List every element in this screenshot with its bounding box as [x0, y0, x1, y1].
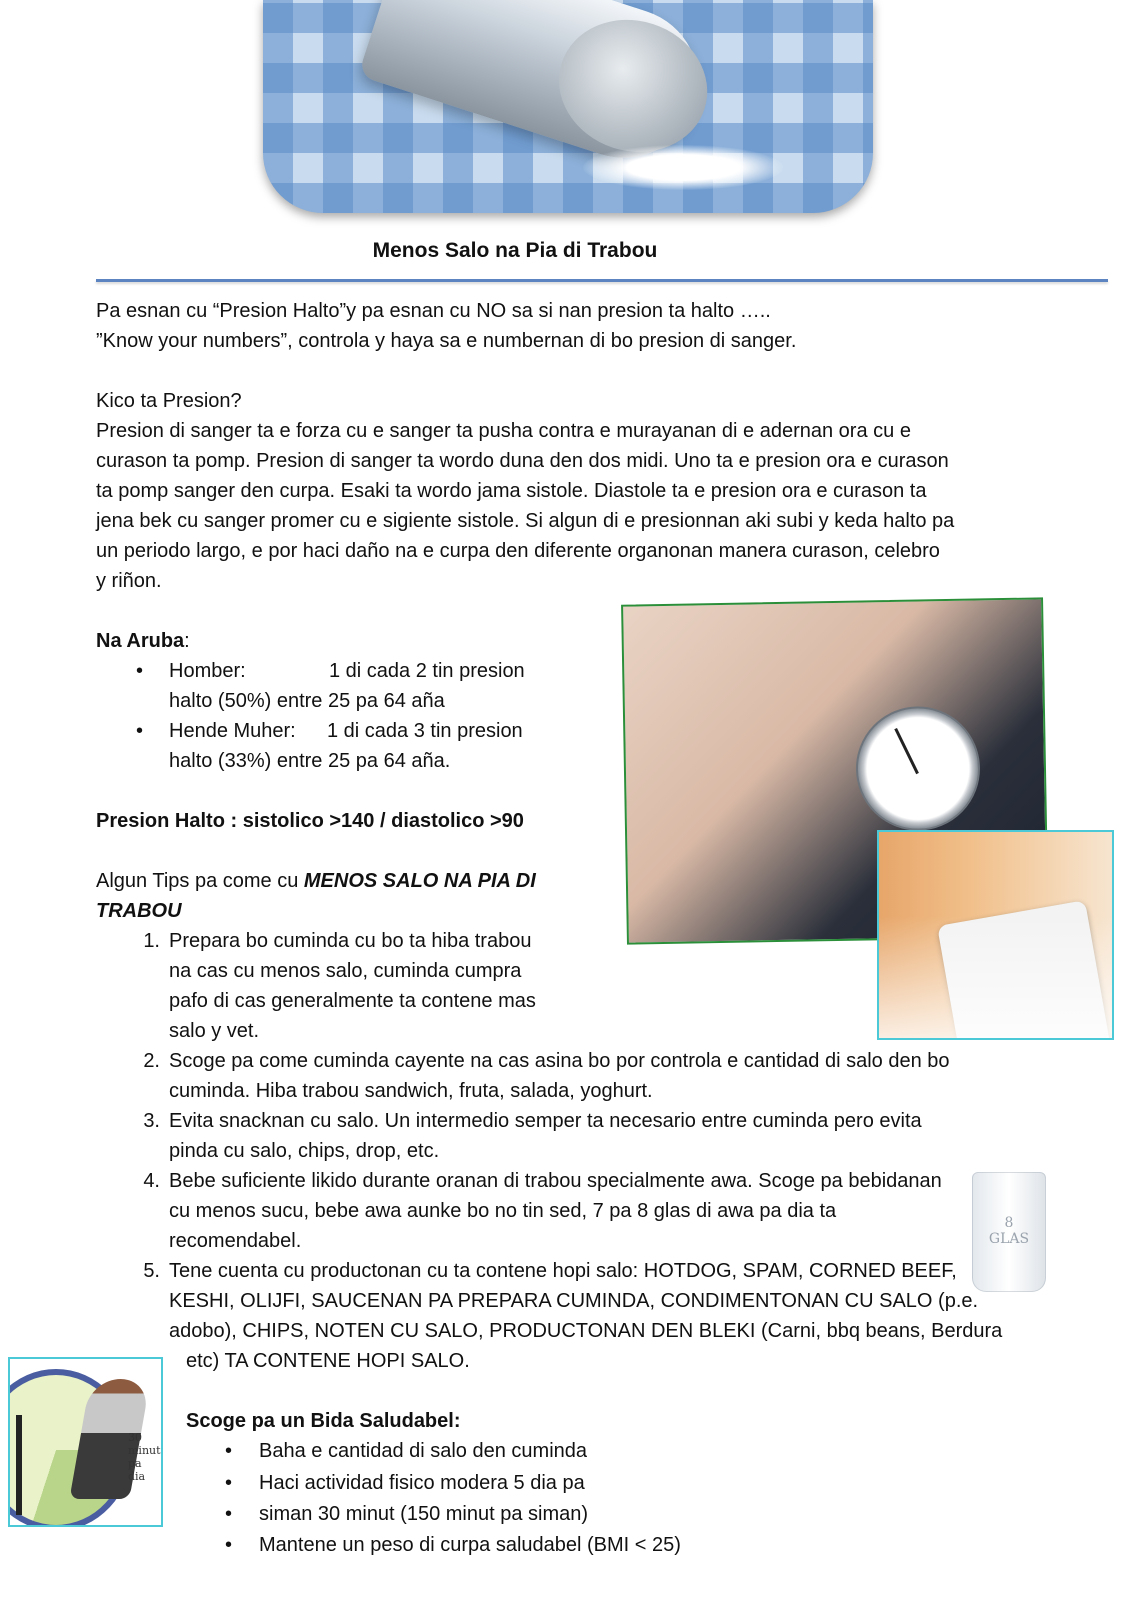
tip-line: Tene cuenta cu productonan cu ta contene hopi salo: HOTDOG, SPAM, CORNED BEEF, — [169, 1260, 957, 1282]
bullet-icon: • — [225, 1472, 233, 1494]
pressure-gauge-icon — [855, 705, 981, 831]
tip-line: etc) TA CONTENE HOPI SALO. — [186, 1350, 470, 1372]
tip-line: Bebe suficiente likido durante oranan di trabou specialmente awa. Scoge pa bebidanan — [169, 1170, 942, 1192]
healthy-item: Haci actividad fisico modera 5 dia pa — [259, 1472, 585, 1494]
bullet-icon: • — [225, 1440, 233, 1462]
healthy-item: Baha e cantidad di salo den cuminda — [259, 1440, 588, 1462]
tip-line: na cas cu menos salo, cuminda cumpra — [169, 960, 522, 982]
tip-line: salo y vet. — [169, 1020, 260, 1042]
aruba-item-label: Homber: — [169, 660, 246, 682]
tip-line: Evita snacknan cu salo. Un intermedio semper ta necesario entre cuminda pero evita — [169, 1110, 922, 1132]
healthy-item: Mantene un peso di curpa saludabel (BMI < 25) — [259, 1534, 681, 1556]
tip-line: pafo di cas generalmente ta contene mas — [169, 990, 536, 1012]
tip-line: cu menos sucu, bebe awa aunke bo no tin sed, 7 pa 8 glas di awa pa dia ta — [169, 1200, 837, 1222]
tip-line: cuminda. Hiba trabou sandwich, fruta, salada, yoghurt. — [169, 1080, 653, 1102]
bullet-icon: • — [136, 660, 144, 682]
intro-line-2: ”Know your numbers”, controla y haya sa e numbernan di bo presion di sanger. — [96, 330, 797, 352]
aruba-item-value: halto (33%) entre 25 pa 64 aña. — [169, 750, 451, 772]
water-glass-icon: 8 GLAS — [972, 1172, 1046, 1292]
aruba-item-value: 1 di cada 2 tin presion — [329, 660, 525, 682]
tip-line: adobo), CHIPS, NOTEN CU SALO, PRODUCTONAN DEN BLEKI (Carni, bbq beans, Berdura — [169, 1320, 1003, 1342]
what-is-heading: Kico ta Presion? — [96, 390, 242, 412]
salt-pile-icon — [583, 145, 783, 190]
page-title: Menos Salo na Pia di Trabou — [372, 239, 658, 262]
what-is-line: ta pomp sanger den curpa. Esaki ta wordo jama sistole. Diastole ta e presion ora e curason ta — [96, 480, 927, 502]
aruba-heading: Na Aruba: — [96, 630, 190, 652]
what-is-line: Presion di sanger ta e forza cu e sanger ta pusha contra e murayanan di e adernan ora cu e — [96, 420, 911, 442]
bullet-icon: • — [225, 1503, 233, 1525]
aruba-item-label: Hende Muher: — [169, 720, 296, 742]
tips-heading-cont: TRABOU — [96, 900, 182, 922]
tip-line: Prepara bo cuminda cu bo ta hiba trabou — [169, 930, 532, 952]
title-divider — [96, 279, 1108, 282]
bullet-icon: • — [225, 1534, 233, 1556]
list-number: 3. — [143, 1110, 160, 1132]
what-is-line: un periodo largo, e por haci daño na e curpa den diferente organonan manera curason, celebro — [96, 540, 940, 562]
high-pressure-definition: Presion Halto : sistolico >140 / diastolico >90 — [96, 810, 524, 832]
salt-shaker-image — [263, 0, 873, 213]
list-number: 2. — [143, 1050, 160, 1072]
what-is-line: jena bek cu sanger promer cu e sigiente sistole. Si algun di e presionnan aki subi y keda halto pa — [96, 510, 955, 532]
tip-line: pinda cu salo, chips, drop, etc. — [169, 1140, 440, 1162]
tips-heading: Algun Tips pa come cu MENOS SALO NA PIA DI — [96, 870, 536, 892]
tip-line: recomendabel. — [169, 1230, 302, 1252]
tip-line: Scoge pa come cuminda cayente na cas asina bo por controla e cantidad di salo den bo — [169, 1050, 950, 1072]
bullet-icon: • — [136, 720, 144, 742]
what-is-line: curason ta pomp. Presion di sanger ta wordo duna den dos midi. Uno ta e presion ora e curason — [96, 450, 949, 472]
exercise-clock-image: 30 minut pa dia — [8, 1357, 163, 1527]
what-is-line: y riñon. — [96, 570, 162, 592]
healthy-heading: Scoge pa un Bida Saludabel: — [186, 1410, 461, 1432]
healthy-item: siman 30 minut (150 minut pa siman) — [259, 1503, 589, 1525]
tip-line: KESHI, OLIJFI, SAUCENAN PA PREPARA CUMINDA, CONDIMENTONAN CU SALO (p.e. — [169, 1290, 979, 1312]
bathroom-scale-image — [877, 830, 1114, 1040]
aruba-item-value: 1 di cada 3 tin presion — [327, 720, 523, 742]
list-number: 1. — [143, 930, 160, 952]
aruba-item-value: halto (50%) entre 25 pa 64 aña — [169, 690, 445, 712]
list-number: 5. — [143, 1260, 160, 1282]
list-number: 4. — [143, 1170, 160, 1192]
intro-line-1: Pa esnan cu “Presion Halto”y pa esnan cu NO sa si nan presion ta halto ….. — [96, 300, 771, 322]
